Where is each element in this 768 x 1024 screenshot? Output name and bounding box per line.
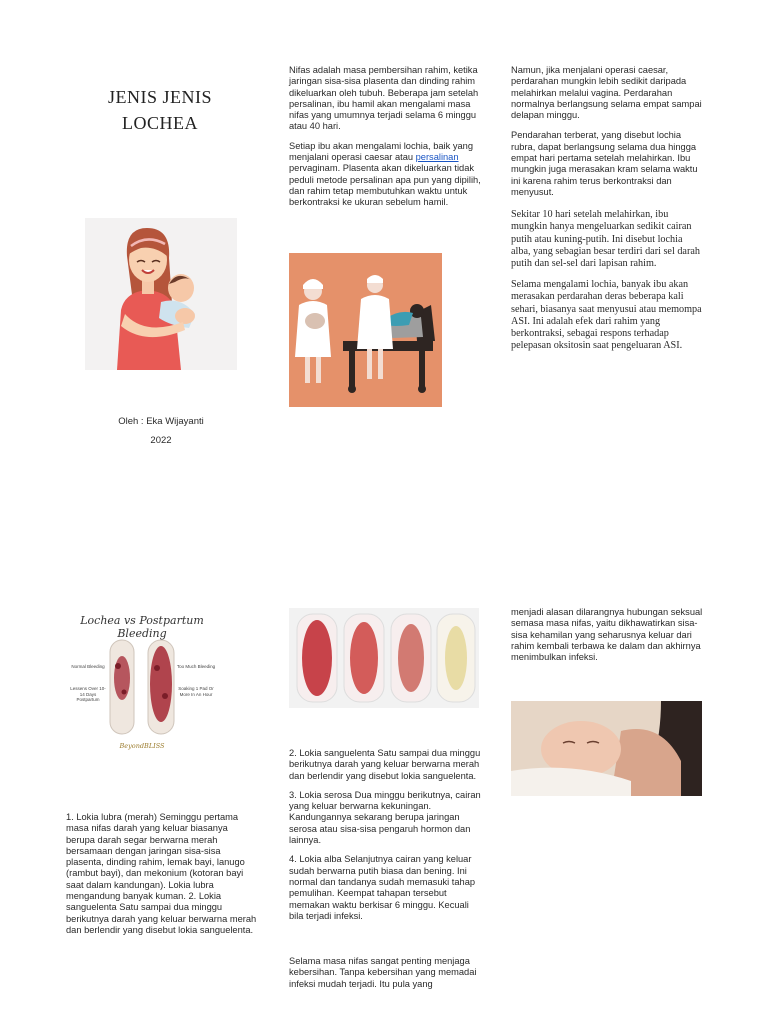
panel3-paragraph-1: Namun, jika menjalani operasi caesar, perdarahan mungkin lebih sedikit daripada melahirkan melalui vagina. Perdarahan normalnya berlangsung selama empat sampai delapan minggu.	[511, 65, 702, 121]
infographic-brand: BeyondBLISS	[119, 742, 165, 750]
panel2-paragraph-2	[289, 141, 481, 209]
panel2-text	[289, 65, 481, 209]
infographic-left-top: Normal Bleeding	[71, 664, 105, 669]
infographic-title: Lochea vs Postpartum Bleeding	[80, 614, 204, 640]
infographic-right-top: Too Much Bleeding	[176, 664, 216, 669]
newborn-photo	[511, 701, 702, 796]
infographic-right-bottom: Soaking 1 Pad Or More In An Hour	[178, 686, 214, 697]
pads-photo	[289, 608, 479, 708]
infographic-left-bottom: Lessens Over 10-14 Days Postpartum	[70, 686, 106, 702]
panel4-paragraph-1: 1. Lokia lubra (merah) Seminggu pertama masa nifas darah yang keluar biasanya berupa darah segar berwarna merah bersamaan dengan jaringan sisa-sisa plasenta, dinding rahim, lemak bayi, lanugo (rambut bayi), dan mekonium (kotoran bayi saat dalam kandungan). Lokia lubra mengandung banyak kuman. 2. Lokia sanguelenta Satu sampai dua minggu berikutnya darah yang keluar berwarna merah dan berlendir yang disebut lokia sanguelenta.	[66, 812, 257, 935]
panel2-p2-text-after: pervaginam. Plasenta akan dikeluarkan tidak peduli metode persalinan apa pun yang dipilih, dan rahim tetap membutuhkan waktu untuk berkontraksi ke ukuran sebelum hamil.	[289, 163, 481, 208]
panel5-text	[289, 748, 481, 990]
panel2-paragraph-1: Nifas adalah masa pembersihan rahim, ketika jaringan sisa-sisa plasenta dan dinding rahim dikeluarkan oleh tubuh. Beberapa jam setelah persalinan, ibu hamil akan mengalami masa nifas yang umumnya terjadi selama 6 minggu atau 40 hari.	[289, 65, 479, 132]
panel3-text	[511, 65, 704, 353]
cover-title-line1: JENIS JENIS	[107, 87, 212, 107]
nurse-delivery-illustration	[289, 253, 442, 407]
panel2-p2-text-before: Setiap ibu akan mengalami lochia, baik yang menjalani operasi caesar atau	[289, 140, 473, 163]
pads-graphic	[66, 608, 218, 760]
panel5-paragraph-2: 3. Lokia serosa Dua minggu berikutnya, cairan yang keluar berwarna kekuningan. Kandungannya sekarang berupa jaringan serosa atau sisa-sisa pengaruh hormon dan lainnya.	[289, 789, 481, 846]
lochea-infographic	[66, 608, 218, 760]
persalinan-link[interactable]: persalinan	[415, 152, 459, 163]
panel3-paragraph-3: Sekitar 10 hari setelah melahirkan, ibu mungkin hanya mengeluarkan sedikit cairan putih atau kuning-putih. Ini disebut lochia alba, yang sebagian besar terdiri dari sel darah putih dan sel-sel dari lapisan rahim.	[511, 209, 700, 270]
panel3-paragraph-2: Pendarahan terberat, yang disebut lochia rubra, dapat berlangsung selama dua hingga empat hari pertama setelah melahirkan. Ibu mungkin juga merasakan kram selama waktu ini karena rahim terus berkontraksi dan menyusut.	[511, 130, 698, 197]
panel5-paragraph-3: 4. Lokia alba Selanjutnya cairan yang keluar sudah berwarna putih biasa dan bening. Ini normal dan tandanya sudah memasuki tahap pemulihan. Keempat tahapan tersebut memakan waktu berkisar 6 minggu. Kecuali bila terjadi infeksi.	[289, 854, 476, 921]
panel5-paragraph-4: Selama masa nifas sangat penting menjaga kebersihan. Tanpa kebersihan yang memadai infeksi mudah terjadi. Itu pula yang	[289, 956, 477, 989]
cover-author: Oleh : Eka Wijayanti	[118, 416, 204, 427]
mother-baby-illustration	[85, 218, 237, 370]
cover-title-line2: LOCHEA	[122, 113, 198, 133]
cover-year: 2022	[150, 435, 172, 446]
panel6-paragraph-1: menjadi alasan dilarangnya hubungan seksual semasa masa nifas, yaitu dikhawatirkan sisa-sisa kehamilan yang seharusnya keluar dari rahim kembali terbawa ke dalam dan akhirnya menimbulkan infeksi.	[511, 607, 703, 663]
panel5-paragraph-1: 2. Lokia sanguelenta Satu sampai dua minggu berikutnya darah yang keluar berwarna merah dan berlendir yang disebut lokia sanguelenta.	[289, 748, 481, 781]
panel3-paragraph-4: Selama mengalami lochia, banyak ibu akan merasakan perdarahan deras beberapa kali sehari, biasanya saat menyusui atau memompa ASI. Ini adalah efek dari rahim yang berkontraksi, sebagai respons terhadap pelepasan oksitosin saat pengeluaran ASI.	[511, 279, 702, 352]
cover-title	[75, 84, 245, 136]
